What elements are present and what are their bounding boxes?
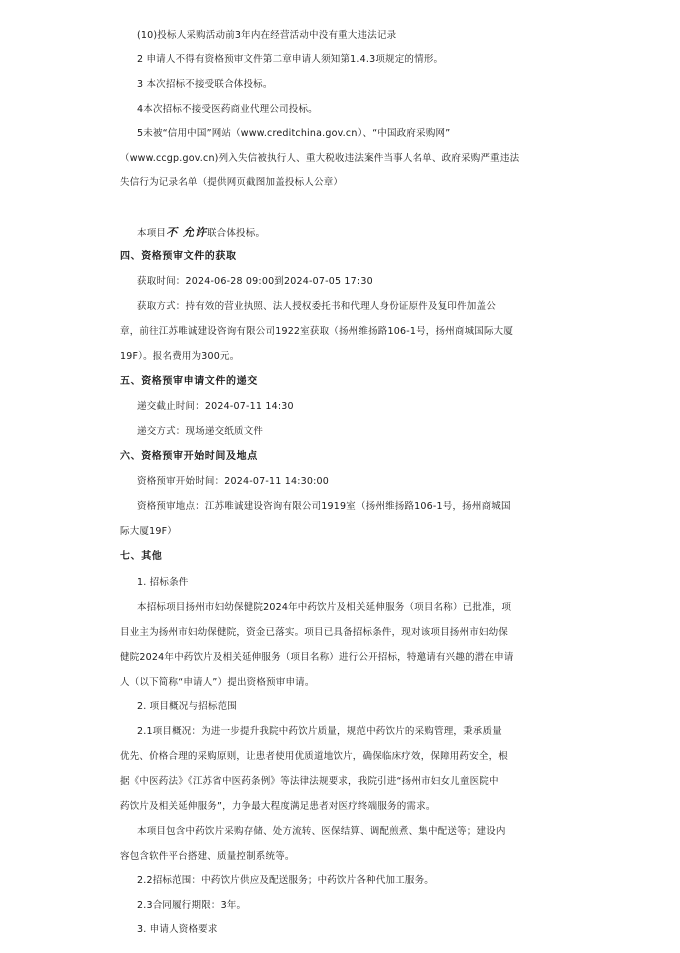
qual-item-5-cont2: 失信行为记录名单（提供网页截图加盖投标人公章）: [120, 177, 344, 188]
section-6-heading: 六、资格预审开始时间及地点: [120, 451, 258, 462]
section-7-sub1-body-2: 目业主为扬州市妇幼保健院，资金已落实。项目已具备招标条件，现对该项目扬州市妇幼保: [120, 627, 509, 638]
section-7-sub1-body: 本招标项目扬州市妇幼保健院2024年中药饮片及相关延伸服务（项目名称）已批准，项: [137, 602, 512, 613]
section-4-method-cont: 章，前往江苏唯诚建设咨询有限公司1922室获取（扬州维扬路106-1号，扬州商城国际大厦: [120, 326, 514, 337]
section-4-method-cont2: 19F）。报名费用为300元。: [120, 351, 240, 362]
consortium-prefix: 本项目: [137, 228, 167, 239]
section-5-method: 递交方式：现场递交纸质文件: [137, 426, 264, 437]
section-4-time: 获取时间：2024-06-28 09:00到2024-07-05 17:30: [137, 276, 373, 287]
consortium-suffix: 联合体投标。: [206, 228, 266, 239]
section-6-place: 资格预审地点：江苏唯诚建设咨询有限公司1919室（扬州维扬路106-1号，扬州商城国: [137, 501, 511, 512]
handwritten-fill: 不 允许: [166, 226, 207, 239]
qual-item-4: 4本次招标不接受医药商业代理公司投标。: [137, 104, 318, 115]
section-6-start: 资格预审开始时间：2024-07-11 14:30:00: [137, 476, 329, 487]
section-7-sub1: 1. 招标条件: [137, 577, 189, 588]
section-4-method: 获取方式：持有效的营业执照、法人授权委托书和代理人身份证原件及复印件加盖公: [137, 301, 496, 312]
qual-item-2: 2 申请人不得有资格预审文件第二章申请人须知第1.4.3项规定的情形。: [137, 54, 444, 65]
section-7-sub2-body2: 本项目包含中药饮片采购存储、处方流转、医保结算、调配煎煮、集中配送等；建设内: [137, 826, 506, 837]
consortium-statement: [0, 226, 680, 240]
section-7-sub2-body-2: 优先、价格合理的采购原则，让患者使用优质道地饮片，确保临床疗效，保障用药安全，根: [120, 751, 509, 762]
section-7-sub1-body-4: 人（以下简称“申请人”）提出资格预审申请。: [120, 677, 315, 688]
qual-item-5: 5未被“信用中国”网站（www.creditchina.gov.cn）、“中国政府采购网”: [137, 128, 451, 139]
section-7-sub2-body-3: 据《中医药法》《江苏省中医药条例》等法律法规要求，我院引进“扬州市妇女儿童医院中: [120, 776, 499, 787]
qual-item-3: 3 本次招标不接受联合体投标。: [137, 79, 273, 90]
section-7-heading: 七、其他: [120, 551, 163, 562]
section-6-place-cont: 际大厦19F）: [120, 526, 177, 537]
section-7-scope: 2.2招标范围：中药饮片供应及配送服务；中药饮片各种代加工服务。: [137, 875, 435, 886]
section-5-heading: 五、资格预审申请文件的递交: [120, 376, 258, 387]
qual-item-5-cont: （www.ccgp.gov.cn)列入失信被执行人、重大税收违法案件当事人名单、政府采购严重违法: [120, 153, 520, 164]
qual-item-10: (10)投标人采购活动前3年内在经营活动中没有重大违法记录: [137, 30, 397, 41]
section-7-term: 2.3合同履行期限：3年。: [137, 900, 247, 911]
section-7-sub1-body-3: 健院2024年中药饮片及相关延伸服务（项目名称）进行公开招标，特邀请有兴趣的潜在申请: [120, 652, 514, 663]
section-7-sub2-body2-cont: 容包含软件平台搭建、质量控制系统等。: [120, 851, 295, 862]
section-4-heading: 四、资格预审文件的获取: [120, 251, 237, 262]
section-7-sub2: 2. 项目概况与招标范围: [137, 701, 237, 712]
section-5-deadline: 递交截止时间：2024-07-11 14:30: [137, 401, 294, 412]
section-7-sub2-body-4: 药饮片及相关延伸服务”，力争最大程度满足患者对医疗终端服务的需求。: [120, 801, 436, 812]
section-7-sub3: 3. 申请人资格要求: [137, 924, 218, 935]
section-7-sub2-body: 2.1项目概况：为进一步提升我院中药饮片质量，规范中药饮片的采购管理，秉承质量: [137, 726, 502, 737]
